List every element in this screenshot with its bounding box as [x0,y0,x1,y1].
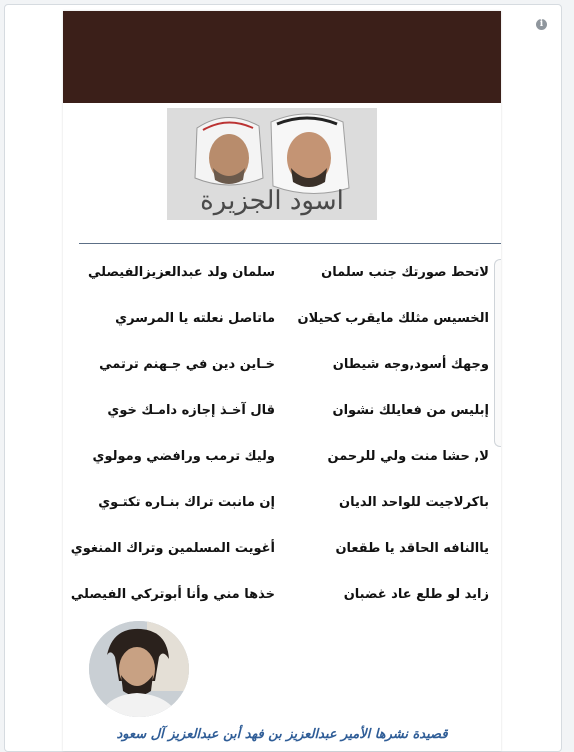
verse-second-half: خـاين دين في جـهنم ترتمي [99,357,275,372]
image-banner [63,11,501,103]
post-image[interactable] [63,11,501,751]
verse-second-half: أغويت المسلمين وتراك المنغوي [70,541,275,556]
poet-portrait-graphic [89,621,189,717]
verse [79,343,489,389]
verse [79,435,489,481]
verse-second-half: وليك ترمب ورافضي ومولوي [92,449,275,464]
scroll-edge[interactable] [494,259,501,447]
verse-first-half: لا, حشا منت ولي للرحمن [327,449,489,464]
verse-second-half: قال آخـذ إجازه دامـك خوي [107,403,275,418]
verse-first-half: إبليس من فعايلك نشوان [332,403,489,418]
logo-image [167,108,377,220]
post-card [4,4,562,752]
verse-first-half: باكرلاجيت للواحد الديان [339,495,489,510]
verse-first-half: زايد لو طلع عاد غضبان [343,587,489,602]
poem [70,251,489,619]
verse-second-half: إن مانبت تراك بنـاره تكتـوي [98,495,275,510]
divider [79,243,501,244]
verse-second-half: ماتاصل نعلته يا المرسري [115,311,275,326]
verse [79,389,489,435]
verse [79,251,489,297]
verse-second-half: خذها مني وأنا أبوتركي الفيصلي [70,587,275,602]
verse [70,527,489,573]
poet-avatar [89,621,189,717]
verse-second-half: سلمان ولد عبدالعزيزالفيصلي [87,265,275,280]
verse [79,481,489,527]
logo-text: اسود الجزيرة [200,186,344,216]
info-icon[interactable]: i [536,19,547,30]
verse-first-half: ياالنافه الحاقد يا طقعان [335,541,489,556]
verse-first-half: وجهك أسود,وجه شيطان [332,357,489,372]
verse [70,573,489,619]
verse-first-half: لاتحط صورتك جنب سلمان [321,265,489,280]
image-caption: قصيدة نشرها الأمير عبدالعزيز بن فهد أبن عبدالعزيز آل سعود [116,727,448,742]
verse-first-half: الخسيس مثلك مايقرب كحيلان [297,311,489,326]
verse [79,297,489,343]
